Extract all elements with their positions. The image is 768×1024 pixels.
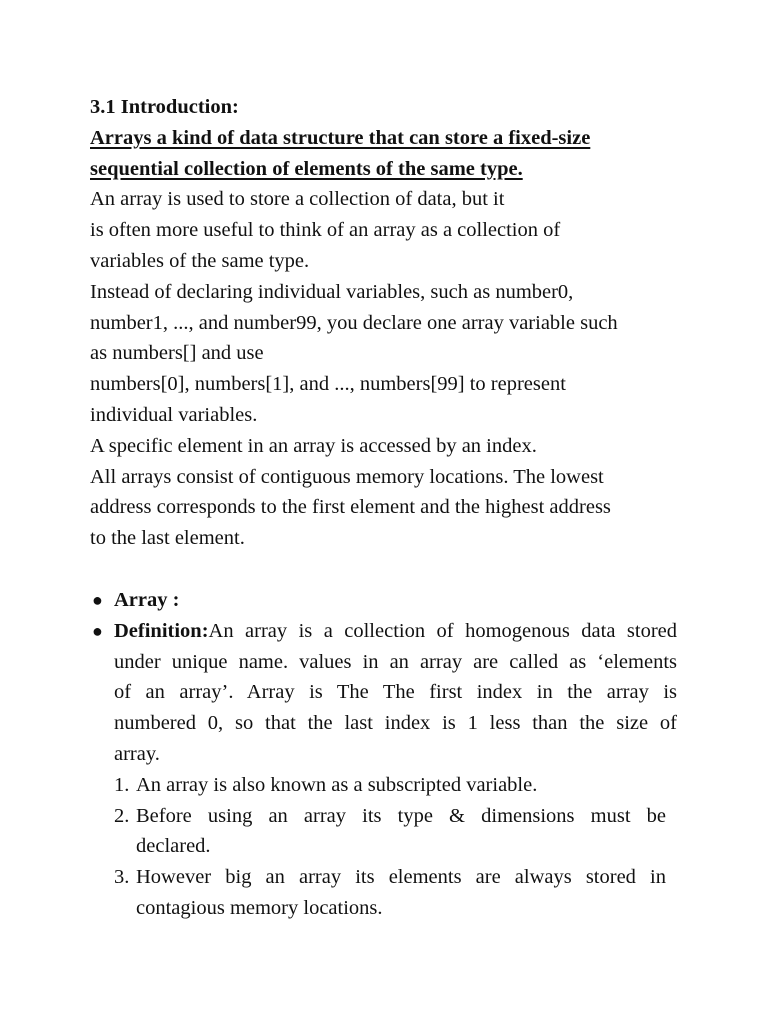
bullet-list xyxy=(90,585,690,770)
definition-line: numbered 0, so that the last index is 1 less than the size of xyxy=(114,712,677,735)
bullet-item-definition xyxy=(90,616,690,770)
numbered-line: Before using an array its type & dimensions must be xyxy=(136,804,666,827)
lead-sentence xyxy=(90,123,690,185)
numbered-label: 2. xyxy=(114,804,130,827)
array-label: Array : xyxy=(114,588,180,611)
intro-line: Instead of declaring individual variables, such as number0, xyxy=(90,280,574,303)
intro-line: A specific element in an array is accessed by an index. xyxy=(90,434,537,457)
intro-line: as numbers[] and use xyxy=(90,342,264,365)
intro-line: An array is used to store a collection of data, but it xyxy=(90,188,505,211)
intro-line: number1, ..., and number99, you declare one array variable such xyxy=(90,311,618,334)
numbered-line: However big an array its elements are always stored in xyxy=(136,866,666,889)
bullet-dot-icon: ● xyxy=(92,589,103,610)
lead-line: Arrays a kind of data structure that can store a fixed-size xyxy=(90,126,591,149)
intro-line: individual variables. xyxy=(90,403,258,426)
intro-paragraph xyxy=(90,184,690,554)
definition-line: array. xyxy=(114,742,160,765)
definition-line: under unique name. values in an array are called as ‘elements xyxy=(114,650,677,673)
intro-line: numbers[0], numbers[1], and ..., numbers[99] to represent xyxy=(90,373,566,396)
document-content xyxy=(90,92,690,924)
numbered-item-1 xyxy=(114,770,666,801)
numbered-line: declared. xyxy=(136,835,211,858)
intro-line: is often more useful to think of an array as a collection of xyxy=(90,219,561,242)
numbered-line: contagious memory locations. xyxy=(136,896,383,919)
definition-line: of an array’. Array is The The first index in the array is xyxy=(114,681,677,704)
lead-line: sequential collection of elements of the same type. xyxy=(90,157,523,180)
definition-label: Definition: xyxy=(114,619,209,642)
numbered-label: 1. xyxy=(114,773,130,796)
definition-line xyxy=(114,616,677,647)
intro-line: All arrays consist of contiguous memory locations. The lowest xyxy=(90,465,604,488)
intro-line: to the last element. xyxy=(90,527,245,550)
numbered-line: An array is also known as a subscripted variable. xyxy=(136,773,538,796)
bullet-dot-icon: ● xyxy=(92,620,103,641)
numbered-item-2 xyxy=(114,801,666,863)
numbered-label: 3. xyxy=(114,866,130,889)
intro-line: variables of the same type. xyxy=(90,249,310,272)
bullet-item-array xyxy=(90,585,690,616)
definition-line-text: An array is a collection of homogenous data stored xyxy=(208,619,677,642)
definition-text xyxy=(114,616,677,770)
paragraph-spacer xyxy=(90,554,690,585)
intro-line: address corresponds to the first element and the highest address xyxy=(90,496,611,519)
section-heading: 3.1 Introduction: xyxy=(90,96,239,118)
numbered-list xyxy=(90,770,690,924)
numbered-item-3 xyxy=(114,862,666,924)
